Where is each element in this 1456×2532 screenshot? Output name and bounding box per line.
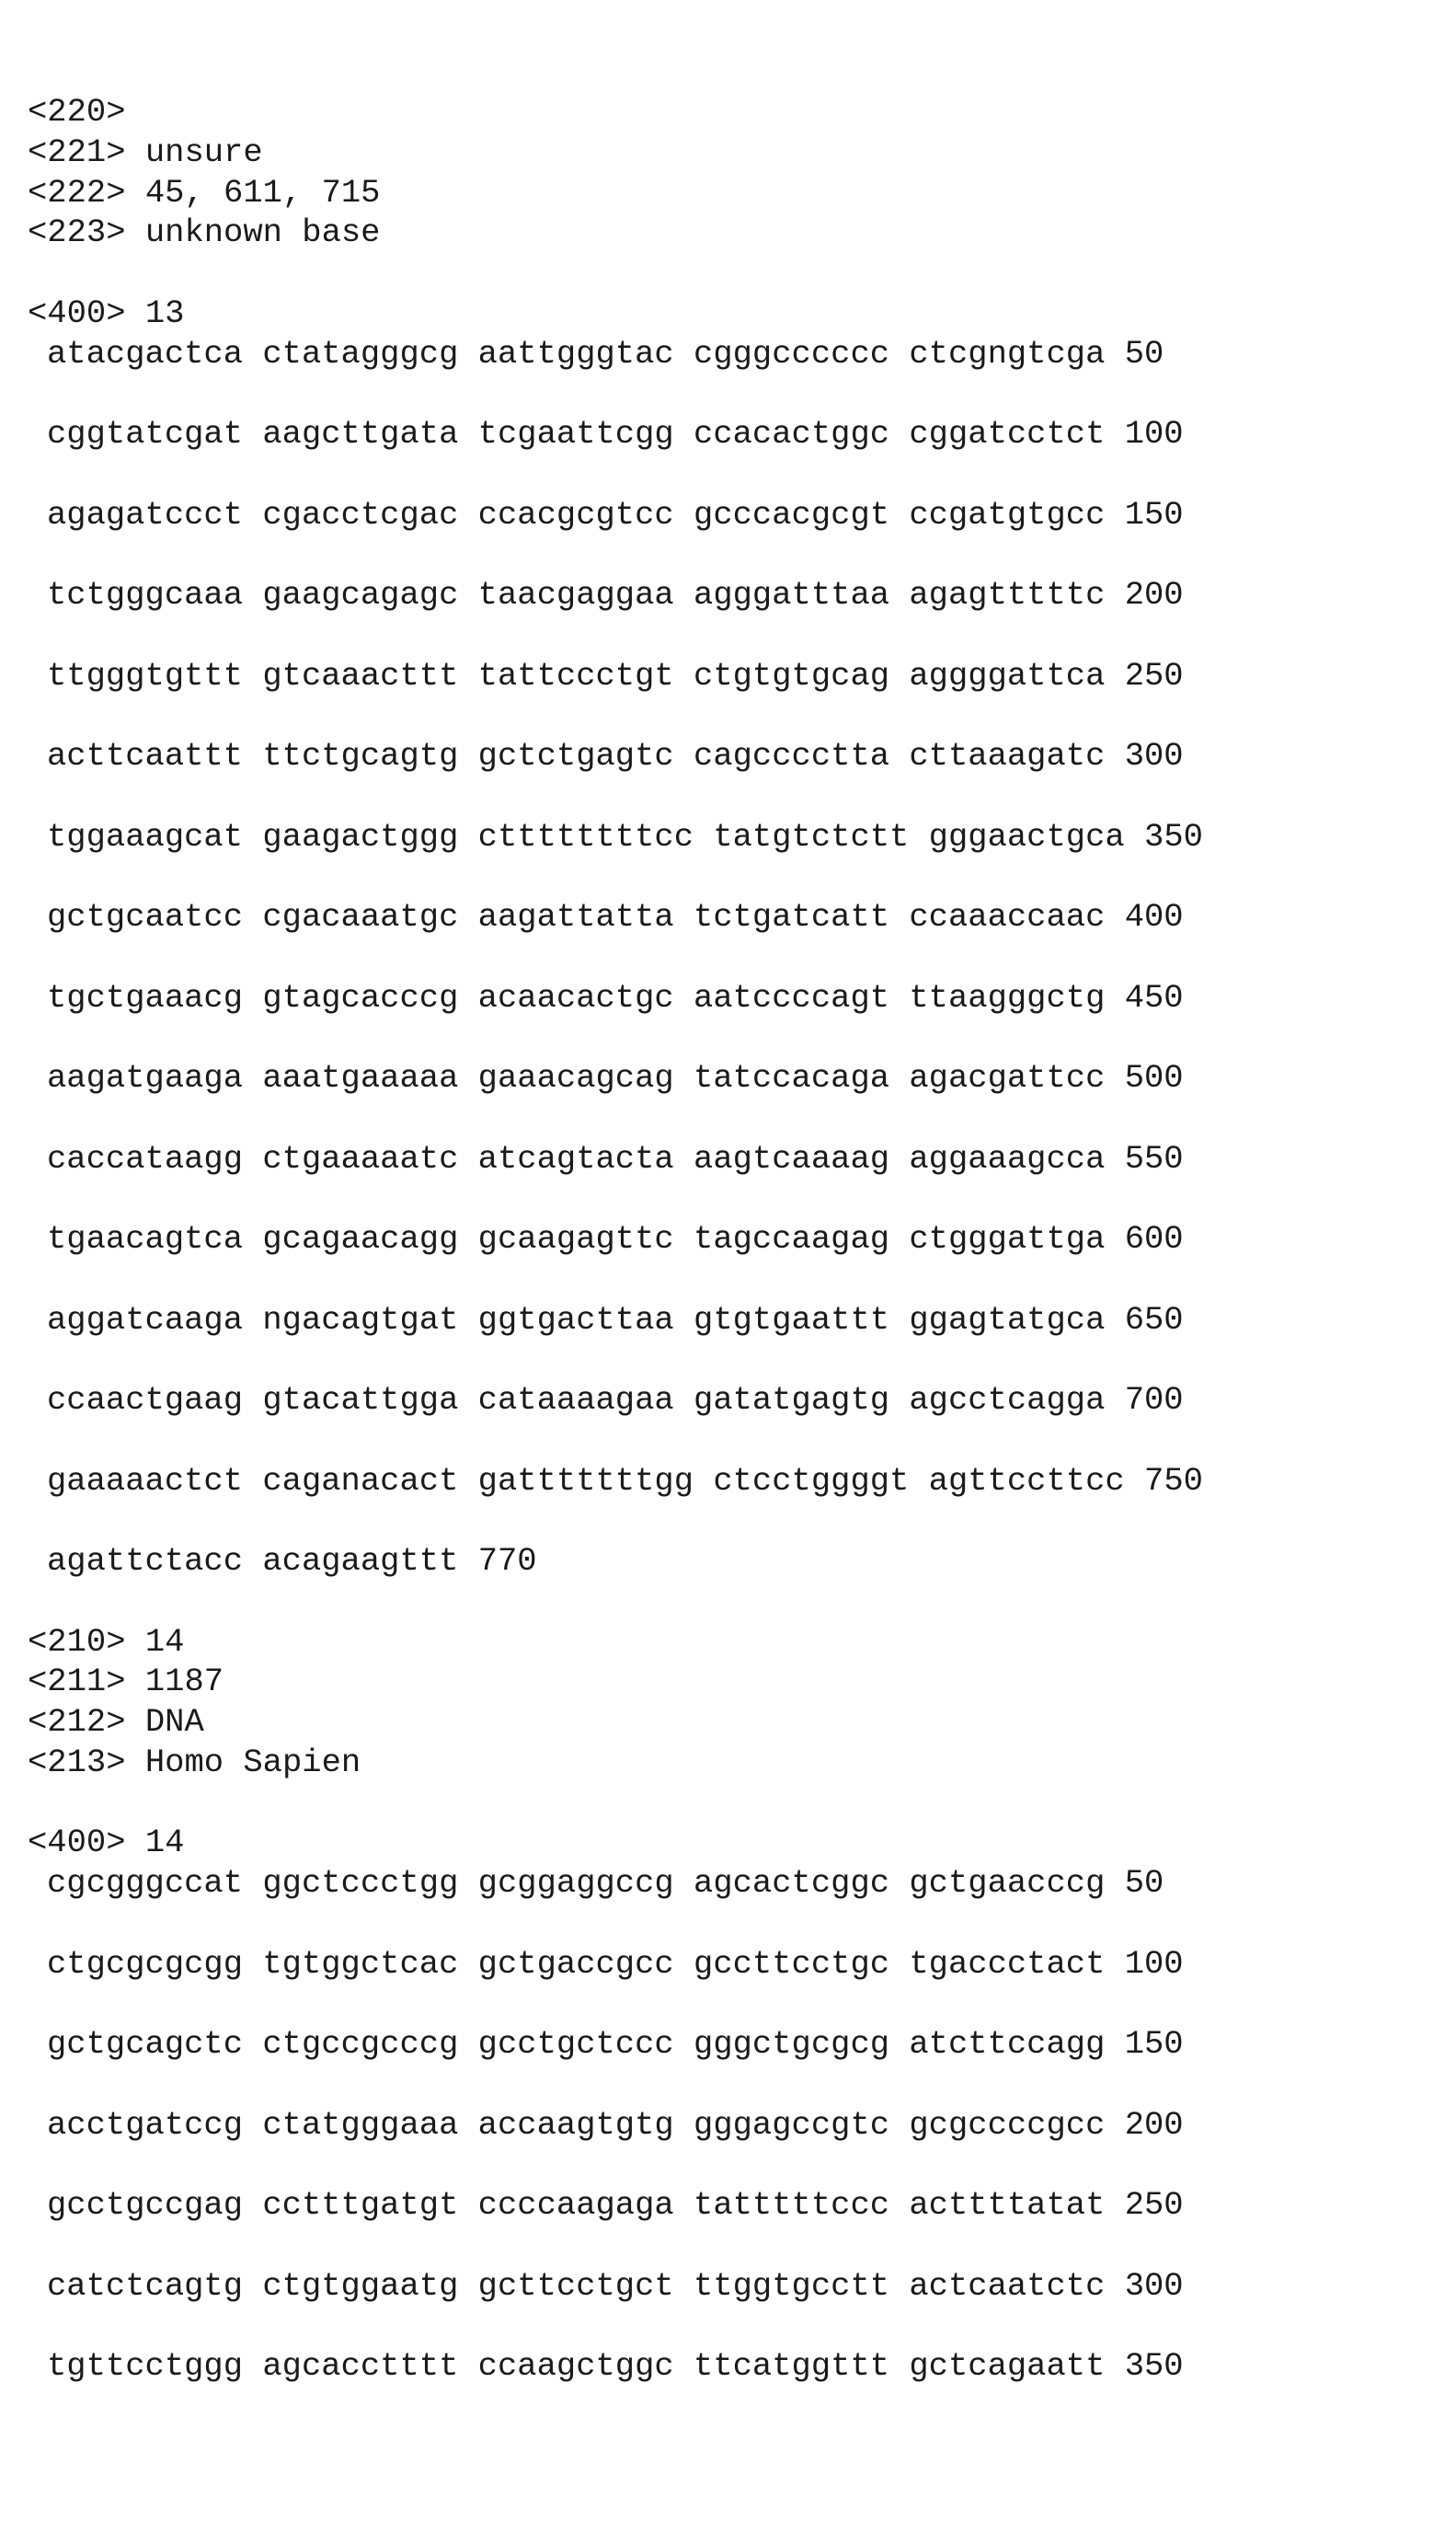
sequence-bases: tgttcctggg agcacctttt ccaagctggc ttcatggttt gctcagaatt: [47, 2347, 1105, 2385]
sequence-bases: tgctgaaacg gtagcacccg acaacactgc aatccccagt ttaagggctg: [47, 979, 1105, 1017]
blank-line: [28, 1099, 1203, 1139]
sequence-row: [28, 736, 1203, 777]
sequence-bases: ccaactgaag gtacattgga cataaaagaa gatatgagtg agcctcagga: [47, 1381, 1105, 1419]
sequence-row: [28, 495, 1203, 535]
sequence-bases: ctgcgcgcgg tgtggctcac gctgaccgcc gccttcctgc tgaccctact: [47, 1945, 1105, 1983]
blank-line: [28, 1582, 1203, 1622]
field-tag: <400>: [28, 1824, 126, 1861]
sequence-bases: tgaacagtca gcagaacagg gcaagagttc tagccaagag ctgggattga: [47, 1220, 1105, 1258]
sequence-bases: atacgactca ctatagggcg aattgggtac cgggcccccc ctcgngtcga: [47, 335, 1105, 373]
blank-line: [28, 1421, 1203, 1461]
header-line: [28, 1662, 1203, 1702]
sequence-position: 500: [1125, 1059, 1184, 1097]
blank-line: [28, 455, 1203, 495]
sequence-row: [28, 1300, 1203, 1341]
sequence-row: [28, 1944, 1203, 1985]
sequence-position: 100: [1125, 1945, 1184, 1983]
sequence-bases: tggaaagcat gaagactggg cttttttttcc tatgtctctt gggaactgca: [47, 818, 1125, 856]
sequence-row: [28, 2105, 1203, 2146]
sequence-position: 250: [1125, 657, 1184, 695]
header-line: [28, 92, 1203, 132]
blank-line: [28, 1179, 1203, 1219]
sequence-bases: cgcgggccat ggctccctgg gcggaggccg agcactcggc gctgaacccg: [47, 1864, 1105, 1902]
sequence-position: 300: [1125, 2267, 1184, 2305]
sequence-bases: caccataagg ctgaaaaatc atcagtacta aagtcaaaag aggaaagcca: [47, 1140, 1105, 1178]
sequence-position: 150: [1125, 496, 1184, 534]
blank-line: [28, 1783, 1203, 1824]
sequence-bases: gctgcagctc ctgccgcccg gcctgctccc gggctgcgcg atcttccagg: [47, 2025, 1105, 2063]
sequence-header-line: [28, 1823, 1203, 1863]
sequence-position: 350: [1144, 818, 1203, 856]
sequence-row: [28, 1219, 1203, 1260]
sequence-row: [28, 1139, 1203, 1180]
sequence-row: [28, 575, 1203, 616]
field-value: 14: [145, 1623, 185, 1661]
blank-line: [28, 938, 1203, 978]
sequence-position: 50: [1125, 1864, 1164, 1902]
field-value: 1187: [145, 1663, 224, 1700]
blank-line: [28, 1501, 1203, 1541]
field-tag: <220>: [28, 93, 126, 131]
header-line: [28, 1622, 1203, 1663]
sequence-position: 300: [1125, 737, 1184, 775]
blank-line: [28, 857, 1203, 897]
blank-line: [28, 374, 1203, 414]
blank-line: [28, 2145, 1203, 2185]
sequence-bases: agattctacc acagaagttt: [47, 1542, 458, 1580]
sequence-position: 750: [1144, 1462, 1203, 1500]
header-line: [28, 1702, 1203, 1743]
field-tag: <211>: [28, 1663, 126, 1700]
sequence-row: [28, 1058, 1203, 1099]
blank-line: [28, 696, 1203, 736]
sequence-bases: gcctgccgag cctttgatgt ccccaagaga tatttttccc acttttatat: [47, 2186, 1105, 2224]
blank-line: [28, 2306, 1203, 2346]
sequence-position: 200: [1125, 2106, 1184, 2144]
sequence-row: [28, 2024, 1203, 2065]
header-line: [28, 132, 1203, 173]
sequence-bases: aagatgaaga aaatgaaaaa gaaacagcag tatccacaga agacgattcc: [47, 1059, 1105, 1097]
sequence-row: [28, 2266, 1203, 2307]
sequence-bases: acctgatccg ctatgggaaa accaagtgtg gggagccgtc gcgccccgcc: [47, 2106, 1105, 2144]
sequence-header-line: [28, 293, 1203, 334]
sequence-row: [28, 1541, 1203, 1582]
sequence-position: 200: [1125, 576, 1184, 614]
sequence-position: 700: [1125, 1381, 1184, 1419]
sequence-entry: [28, 92, 1203, 1582]
field-tag: <400>: [28, 294, 126, 332]
sequence-row: [28, 2346, 1203, 2387]
blank-line: [28, 1904, 1203, 1944]
sequence-bases: acttcaattt ttctgcagtg gctctgagtc cagcccctta cttaaagatc: [47, 737, 1105, 775]
sequence-position: 150: [1125, 2025, 1184, 2063]
blank-line: [28, 1018, 1203, 1058]
sequence-row: [28, 897, 1203, 938]
sequence-position: 600: [1125, 1220, 1184, 1258]
blank-line: [28, 535, 1203, 575]
sequence-position: 650: [1125, 1301, 1184, 1339]
header-line: [28, 1743, 1203, 1783]
sequence-row: [28, 1461, 1203, 1502]
sequence-listing-document: [28, 92, 1203, 2387]
field-value: 45, 611, 715: [145, 174, 381, 212]
sequence-bases: aggatcaaga ngacagtgat ggtgacttaa gtgtgaattt ggagtatgca: [47, 1301, 1105, 1339]
field-tag: <221>: [28, 133, 126, 171]
sequence-bases: agagatccct cgacctcgac ccacgcgtcc gcccacgcgt ccgatgtgcc: [47, 496, 1105, 534]
sequence-position: 450: [1125, 979, 1184, 1017]
field-value: Homo Sapien: [145, 1744, 361, 1781]
sequence-row: [28, 978, 1203, 1019]
sequence-position: 250: [1125, 2186, 1184, 2224]
field-value: unsure: [145, 133, 263, 171]
blank-line: [28, 1260, 1203, 1300]
blank-line: [28, 2226, 1203, 2266]
sequence-position: 50: [1125, 335, 1164, 373]
sequence-row: [28, 1863, 1203, 1904]
field-value: unknown base: [145, 213, 381, 251]
header-line: [28, 173, 1203, 213]
field-tag: <213>: [28, 1744, 126, 1781]
sequence-bases: catctcagtg ctgtggaatg gcttcctgct ttggtgcctt actcaatctc: [47, 2267, 1105, 2305]
sequence-id: 13: [145, 294, 185, 332]
sequence-position: 100: [1125, 415, 1184, 453]
sequence-row: [28, 334, 1203, 374]
sequence-bases: gctgcaatcc cgacaaatgc aagattatta tctgatcatt ccaaaccaac: [47, 898, 1105, 936]
sequence-row: [28, 656, 1203, 696]
blank-line: [28, 1984, 1203, 2024]
sequence-row: [28, 2185, 1203, 2226]
field-tag: <212>: [28, 1703, 126, 1741]
sequence-position: 770: [478, 1542, 537, 1580]
sequence-bases: cggtatcgat aagcttgata tcgaattcgg ccacactggc cggatcctct: [47, 415, 1105, 453]
field-tag: <223>: [28, 213, 126, 251]
sequence-bases: ttgggtgttt gtcaaacttt tattccctgt ctgtgtgcag aggggattca: [47, 657, 1105, 695]
field-value: DNA: [145, 1703, 204, 1741]
blank-line: [28, 777, 1203, 817]
sequence-bases: tctgggcaaa gaagcagagc taacgaggaa agggatttaa agagtttttc: [47, 576, 1105, 614]
field-tag: <222>: [28, 174, 126, 212]
sequence-row: [28, 414, 1203, 455]
sequence-id: 14: [145, 1824, 185, 1861]
sequence-position: 350: [1125, 2347, 1184, 2385]
blank-line: [28, 1340, 1203, 1380]
sequence-entry: [28, 1622, 1203, 2387]
blank-line: [28, 253, 1203, 293]
sequence-position: 400: [1125, 898, 1184, 936]
field-tag: <210>: [28, 1623, 126, 1661]
blank-line: [28, 2065, 1203, 2105]
sequence-bases: gaaaaactct caganacact gatttttttgg ctcctggggt agttccttcc: [47, 1462, 1125, 1500]
sequence-position: 550: [1125, 1140, 1184, 1178]
sequence-row: [28, 1380, 1203, 1421]
sequence-row: [28, 817, 1203, 857]
blank-line: [28, 616, 1203, 656]
header-line: [28, 213, 1203, 253]
